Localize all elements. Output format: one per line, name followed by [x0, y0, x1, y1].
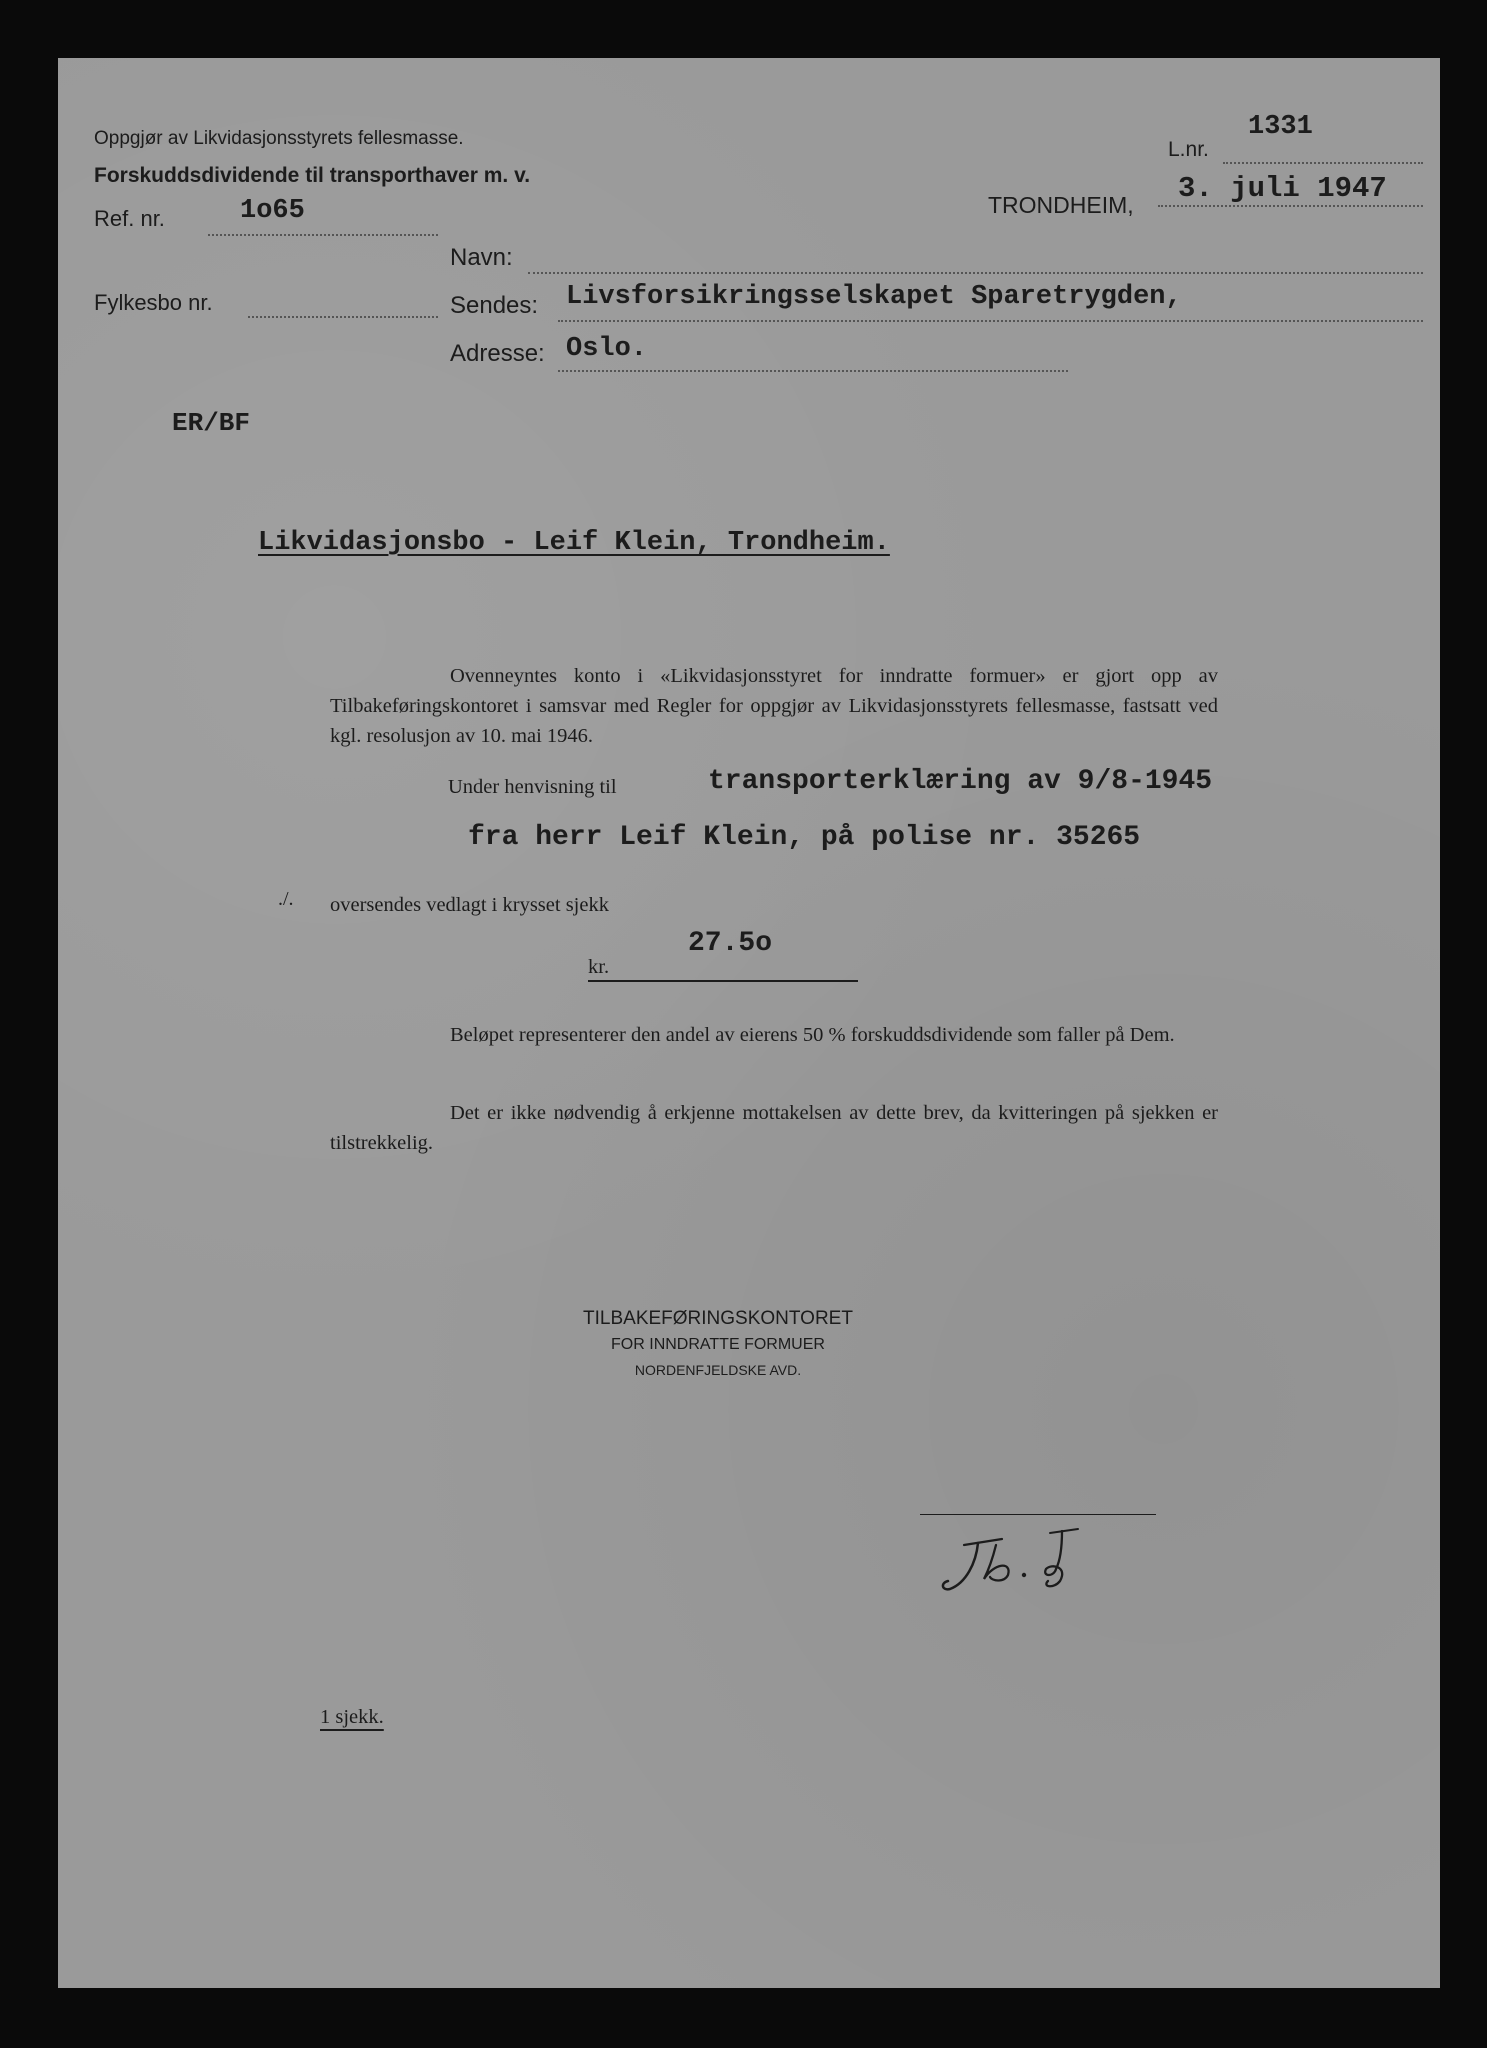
- date-line: [1158, 205, 1423, 207]
- ref-value: 1o65: [240, 196, 305, 226]
- office-subtitle: FOR INNDRATTE FORMUER: [611, 1336, 825, 1353]
- enclosure-note: 1 sjekk.: [320, 1706, 384, 1728]
- navn-line: [528, 272, 1423, 274]
- ref-line: [208, 234, 438, 236]
- paragraph-text: Ovenneyntes konto i «Likvidasjonsstyret for inndratte formuer» er gjort opp av Tilbakeføringskontoret i samsvar med Regler for oppgjør av Likvidasjonsstyrets fellesmasse, fastsatt ved kgl. resolusjon av 10. mai 1946.: [330, 665, 1218, 747]
- kr-label: kr.: [588, 956, 610, 978]
- paragraph-account-settlement: [330, 661, 1218, 751]
- paragraph-text: Det er ikke nødvendig å erkjenne mottakelsen av dette brev, da kvitteringen på sjekken er tilstrekkelig.: [330, 1102, 1218, 1154]
- org-line: Oppgjør av Likvidasjonsstyrets fellesmasse.: [94, 128, 464, 149]
- amount-underline: [588, 980, 858, 982]
- letter-date: 3. juli 1947: [1178, 172, 1387, 205]
- lnr-label: L.nr.: [1168, 138, 1209, 161]
- subject-line: Likvidasjonsbo - Leif Klein, Trondheim.: [258, 528, 890, 558]
- office-department: NORDENFJELDSKE AVD.: [634, 1362, 802, 1378]
- document-subtitle: Forskuddsdividende til transporthaver m. v.: [94, 164, 531, 187]
- paragraph-amount-explanation: [330, 1020, 1218, 1050]
- adresse-line: [558, 370, 1068, 372]
- letter-page: [58, 58, 1440, 1988]
- policy-reference: fra herr Leif Klein, på polise nr. 35265: [468, 822, 1141, 853]
- reference-initials: ER/BF: [172, 408, 251, 438]
- adresse-label: Adresse:: [450, 340, 545, 367]
- handwritten-signature: [938, 1523, 1138, 1613]
- ref-label: Ref. nr.: [94, 206, 165, 231]
- navn-label: Navn:: [450, 244, 513, 271]
- sendes-label: Sendes:: [450, 292, 539, 319]
- paragraph-no-receipt-needed: [330, 1098, 1218, 1158]
- amount-value: 27.5o: [688, 928, 773, 959]
- office-name: TILBAKEFØRINGSKONTORET: [583, 1308, 853, 1329]
- oversendes-text: oversendes vedlagt i krysset sjekk: [330, 894, 609, 916]
- fylkesbo-line: [248, 316, 438, 318]
- under-reference-label: Under henvisning til: [448, 776, 617, 798]
- adresse-value: Oslo.: [566, 334, 648, 364]
- transfer-declaration: transporterklæring av 9/8-1945: [708, 766, 1213, 797]
- signature-line: [920, 1514, 1156, 1515]
- paragraph-text: Beløpet representerer den andel av eierens 50 % forskuddsdividende som faller på Dem.: [450, 1024, 1175, 1046]
- enclosure-mark: ./.: [278, 888, 294, 910]
- lnr-value: 1331: [1248, 112, 1313, 142]
- fylkesbo-label: Fylkesbo nr.: [94, 290, 213, 315]
- sendes-value: Livsforsikringsselskapet Sparetrygden,: [566, 282, 1182, 312]
- sendes-line: [558, 320, 1423, 322]
- city: TRONDHEIM,: [988, 192, 1134, 218]
- lnr-line: [1223, 162, 1423, 164]
